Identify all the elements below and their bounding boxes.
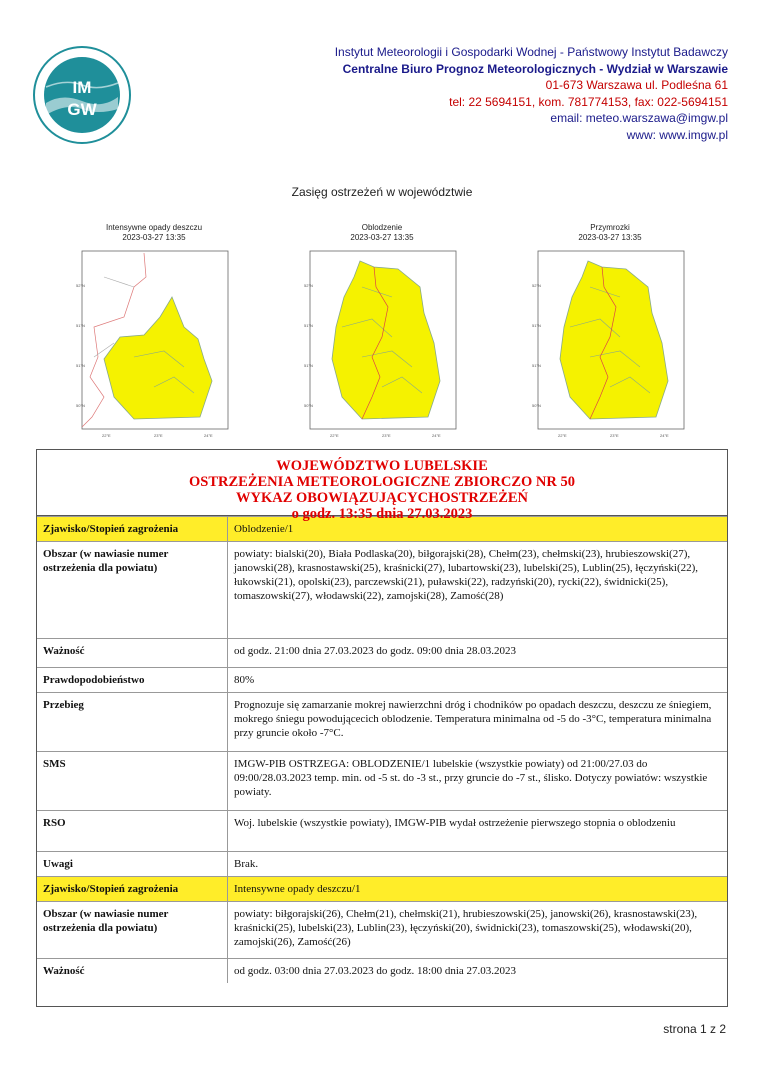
- table-row: [37, 902, 727, 959]
- svg-text:23°E: 23°E: [610, 433, 619, 438]
- row-label: Zjawisko/Stopień zagrożenia: [37, 517, 228, 542]
- map-frost-time: 2023-03-27 13:35: [578, 233, 642, 242]
- svg-text:51°N: 51°N: [76, 363, 85, 368]
- logo-text-bottom: GW: [67, 100, 97, 119]
- table-row: [37, 639, 727, 668]
- svg-text:50°N: 50°N: [304, 403, 313, 408]
- svg-text:52°N: 52°N: [304, 283, 313, 288]
- svg-text:22°E: 22°E: [102, 433, 111, 438]
- warning-table-box: [36, 449, 728, 1007]
- table-row: [37, 811, 727, 852]
- row-value: powiaty: biłgorajski(26), Chełm(21), chełmski(21), hrubieszowski(25), janowski(26), krasnostawski(23), kraśnicki(25), lubelski(23), Lublin(23), łęczyński(20), świdnicki(23), tomaszowski(25), włodawski(20), zamojski(26), Zamość(26): [228, 902, 728, 959]
- table-row: [37, 668, 727, 693]
- map-frost: [520, 223, 700, 443]
- table-row: [37, 852, 727, 877]
- row-label: Ważność: [37, 639, 228, 668]
- svg-text:23°E: 23°E: [154, 433, 163, 438]
- map-rain: [64, 223, 244, 443]
- row-value: od godz. 03:00 dnia 27.03.2023 do godz. 18:00 dnia 27.03.2023: [228, 959, 728, 984]
- warning-title: [37, 450, 727, 522]
- svg-text:23°E: 23°E: [382, 433, 391, 438]
- svg-text:24°E: 24°E: [432, 433, 441, 438]
- svg-text:52°N: 52°N: [532, 283, 541, 288]
- header-www[interactable]: www: www.imgw.pl: [626, 127, 728, 142]
- row-label: SMS: [37, 752, 228, 811]
- row-value: IMGW-PIB OSTRZEGA: OBLODZENIE/1 lubelskie (wszystkie powiaty) od 21:00/27.03 do 09:00/28.03.2023 temp. min. od -5 st. do -3 st., przy gruncie do -7 st., ślisko. Dotyczy powiatów: wszystkie powiaty.: [228, 752, 728, 811]
- svg-text:24°E: 24°E: [660, 433, 669, 438]
- header-phone: tel: 22 5694151, kom. 781774153, fax: 022-5694151: [449, 94, 728, 109]
- map-icing: [292, 223, 472, 443]
- header-address: 01-673 Warszawa ul. Podleśna 61: [545, 78, 728, 92]
- map-icing-time: 2023-03-27 13:35: [350, 233, 414, 242]
- svg-text:24°E: 24°E: [204, 433, 213, 438]
- svg-text:51°N: 51°N: [532, 323, 541, 328]
- svg-text:22°E: 22°E: [558, 433, 567, 438]
- row-value: powiaty: bialski(20), Biała Podlaska(20), biłgorajski(28), Chełm(23), chełmski(23), hrubieszowski(27), janowski(28), krasnostawski(25), kraśnicki(27), lubartowski(23), lubelski(25), Lublin(25), łęczyński(22), łukowski(21), opolski(23), parczewski(21), puławski(22), radzyński(20), rycki(22), świdnicki(25), tomaszowski(27), włodawski(22), zamojski(28), Zamość(28): [228, 542, 728, 639]
- row-value: Woj. lubelskie (wszystkie powiaty), IMGW-PIB wydał ostrzeżenie pierwszego stopnia o oblodzeniu: [228, 811, 728, 852]
- header-bureau: Centralne Biuro Prognoz Meteorologicznych - Wydział w Warszawie: [342, 61, 728, 76]
- svg-text:51°N: 51°N: [304, 363, 313, 368]
- row-label: Przebieg: [37, 693, 228, 752]
- warning-title-number: OSTRZEŻENIA METEOROLOGICZNE ZBIORCZO NR 50: [189, 474, 575, 490]
- logo-text-top: IM: [72, 78, 92, 97]
- row-value: Intensywne opady deszczu/1: [228, 877, 728, 902]
- row-label: Obszar (w nawiasie numer ostrzeżenia dla powiatu): [37, 542, 228, 639]
- svg-text:51°N: 51°N: [76, 323, 85, 328]
- imgw-logo: [32, 45, 132, 145]
- svg-text:50°N: 50°N: [76, 403, 85, 408]
- header-email[interactable]: email: meteo.warszawa@imgw.pl: [550, 111, 728, 125]
- map-icing-title: Oblodzenie: [361, 223, 403, 232]
- header-institute: Instytut Meteorologii i Gospodarki Wodnej - Państwowy Instytut Badawczy: [334, 45, 728, 59]
- warning-table: [37, 516, 727, 983]
- svg-text:50°N: 50°N: [532, 403, 541, 408]
- map-frost-title: Przymrozki: [590, 223, 630, 232]
- svg-text:51°N: 51°N: [304, 323, 313, 328]
- svg-text:51°N: 51°N: [532, 363, 541, 368]
- zasieg-heading: Zasięg ostrzeżeń w województwie: [291, 185, 473, 199]
- row-value: od godz. 21:00 dnia 27.03.2023 do godz. 09:00 dnia 28.03.2023: [228, 639, 728, 668]
- row-value: Oblodzenie/1: [228, 517, 728, 542]
- row-label: Ważność: [37, 959, 228, 984]
- map-rain-time: 2023-03-27 13:35: [122, 233, 186, 242]
- table-row: [37, 542, 727, 639]
- row-value: 80%: [228, 668, 728, 693]
- row-label: Uwagi: [37, 852, 228, 877]
- svg-text:52°N: 52°N: [76, 283, 85, 288]
- institute-header: [335, 44, 728, 143]
- table-row: [37, 752, 727, 811]
- row-label: RSO: [37, 811, 228, 852]
- table-row: [37, 693, 727, 752]
- map-rain-title: Intensywne opady deszczu: [105, 223, 203, 232]
- svg-text:22°E: 22°E: [330, 433, 339, 438]
- table-row: [37, 959, 727, 984]
- table-row: [37, 877, 727, 902]
- row-label: Zjawisko/Stopień zagrożenia: [37, 877, 228, 902]
- warning-title-region: WOJEWÓDZTWO LUBELSKIE: [276, 458, 488, 474]
- row-label: Obszar (w nawiasie numer ostrzeżenia dla powiatu): [37, 902, 228, 959]
- warning-title-list: WYKAZ OBOWIĄZUJĄCYCHOSTRZEŻEŃ: [235, 490, 529, 506]
- row-value: Brak.: [228, 852, 728, 877]
- row-label: Prawdopodobieństwo: [37, 668, 228, 693]
- page-number: strona 1 z 2: [663, 1022, 726, 1036]
- warning-title-time: o godz. 13:35 dnia 27.03.2023: [291, 506, 473, 522]
- row-value: Prognozuje się zamarzanie mokrej nawierzchni dróg i chodników po opadach deszczu, deszczu ze śniegiem, mokrego śniegu powodującecich oblodzenie. Temperatura minimalna od -5 do -3°C, temperatura minimalna przy gruncie około -7°C.: [228, 693, 728, 752]
